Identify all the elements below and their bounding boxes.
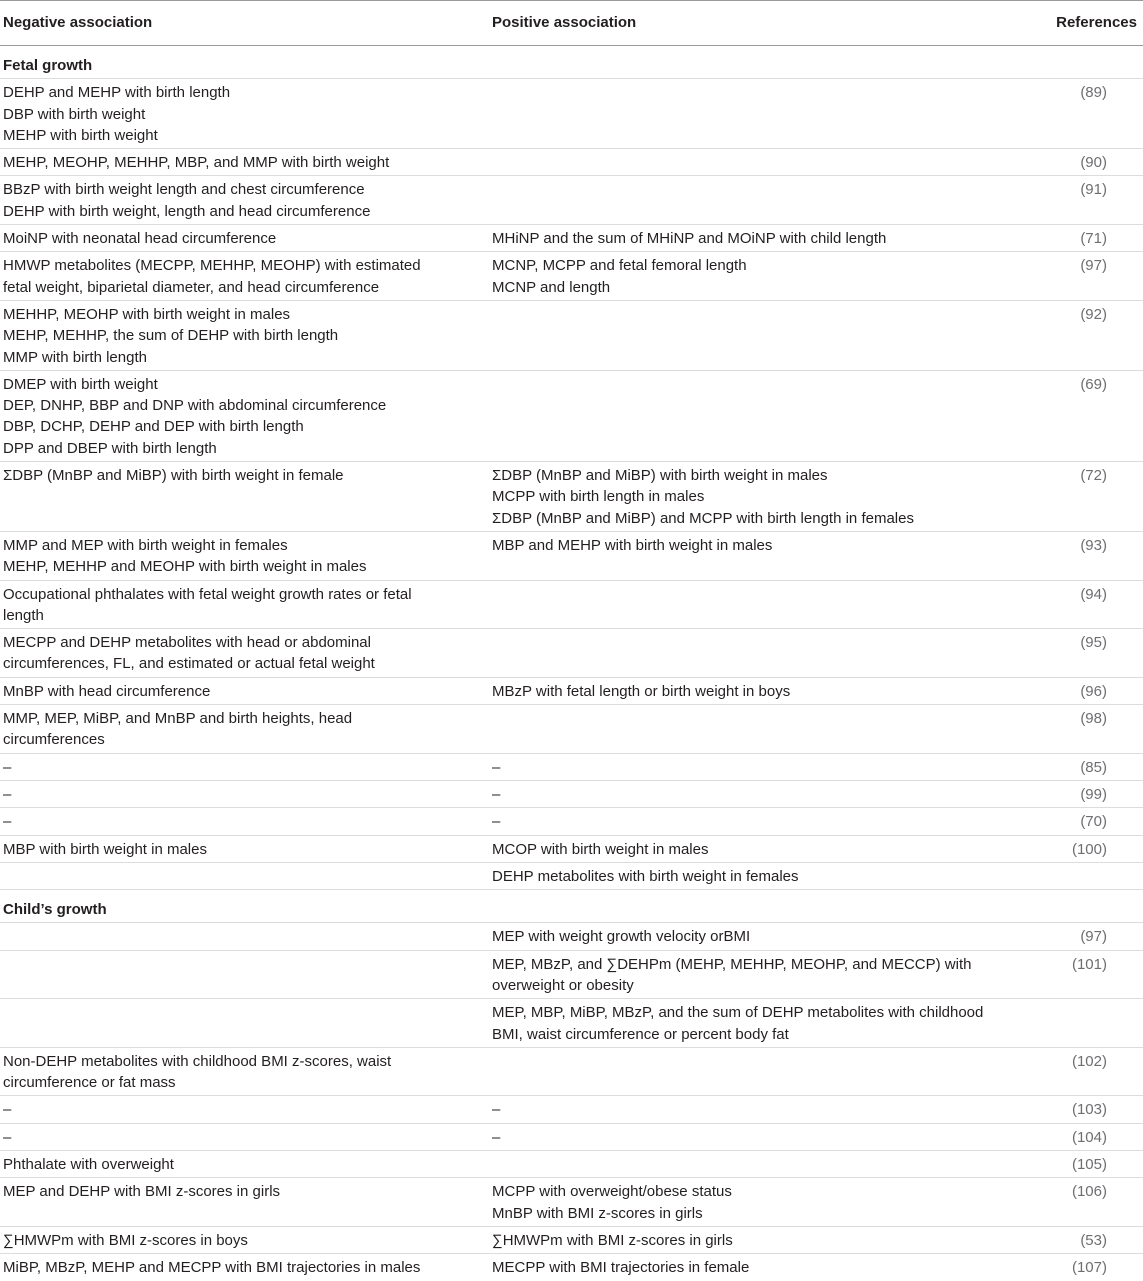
table-row (0, 835, 1143, 862)
positive-cell (489, 1096, 1029, 1123)
negative-finding: MBP with birth weight in males (3, 840, 207, 858)
reference-cell: (99) (1029, 780, 1143, 807)
positive-finding: MBP and MEHP with birth weight in males (492, 536, 773, 554)
table-row (0, 462, 1143, 532)
negative-finding: MEHP, MEHHP, the sum of DEHP with birth length (3, 327, 339, 345)
negative-finding: Occupational phthalates with fetal weight growth rates or fetal length (3, 585, 412, 624)
negative-finding: Non-DEHP metabolites with childhood BMI z-scores, waist circumference or fat mass (3, 1052, 392, 1092)
negative-finding: DEP, DNHP, BBP and DNP with abdominal circumference (3, 397, 387, 415)
positive-finding: – (492, 1101, 501, 1119)
table-row (0, 1178, 1143, 1227)
negative-finding: MEHP, MEOHP, MEHHP, MBP, and MMP with birth weight (3, 154, 390, 172)
reference-cell: (98) (1029, 705, 1143, 754)
negative-cell (0, 149, 489, 176)
negative-cell (0, 677, 489, 704)
header-row (0, 1, 1143, 46)
reference-cell (1029, 999, 1143, 1048)
positive-cell (489, 176, 1029, 225)
positive-cell (489, 1123, 1029, 1150)
negative-cell (0, 835, 489, 862)
positive-finding: MBzP with fetal length or birth weight in boys (492, 682, 791, 700)
reference-cell: (69) (1029, 370, 1143, 461)
negative-cell (0, 370, 489, 461)
reference-cell: (96) (1029, 677, 1143, 704)
positive-finding: ΣDBP (MnBP and MiBP) and MCPP with birth length in females (492, 509, 914, 527)
reference-cell (1029, 862, 1143, 889)
reference-cell: (104) (1029, 1123, 1143, 1150)
positive-cell (489, 225, 1029, 252)
table-row (0, 1151, 1143, 1178)
negative-finding: HMWP metabolites (MECPP, MEHHP, MEOHP) with estimated fetal weight, biparietal diameter, and head circumference (3, 257, 421, 296)
table-row (0, 300, 1143, 370)
negative-cell (0, 862, 489, 889)
positive-finding: DEHP metabolites with birth weight in females (492, 867, 799, 885)
reference-cell: (85) (1029, 753, 1143, 780)
section-title: Fetal growth (3, 57, 93, 74)
negative-cell (0, 999, 489, 1048)
table-row (0, 808, 1143, 835)
table-body (0, 46, 1143, 1281)
positive-cell (489, 1226, 1029, 1253)
table-row (0, 176, 1143, 225)
negative-finding: DBP with birth weight (3, 105, 146, 123)
negative-cell (0, 780, 489, 807)
negative-cell (0, 1226, 489, 1253)
negative-cell (0, 531, 489, 580)
section-row (0, 46, 1143, 79)
positive-finding: MCOP with birth weight in males (492, 840, 709, 858)
negative-cell (0, 580, 489, 629)
positive-finding: MCNP and length (492, 278, 611, 296)
positive-finding: MCPP with overweight/obese status (492, 1183, 732, 1201)
reference-cell: (106) (1029, 1178, 1143, 1227)
table-row (0, 580, 1143, 629)
reference-cell: (53) (1029, 1226, 1143, 1253)
positive-finding: MnBP with BMI z-scores in girls (492, 1204, 703, 1222)
negative-cell (0, 462, 489, 532)
negative-finding: – (3, 785, 12, 803)
table-row (0, 1226, 1143, 1253)
negative-cell (0, 1151, 489, 1178)
positive-finding: – (492, 785, 501, 803)
negative-finding: MEHP with birth weight (3, 126, 158, 144)
negative-cell (0, 808, 489, 835)
reference-cell: (97) (1029, 252, 1143, 301)
negative-finding: – (3, 1101, 12, 1119)
table-row (0, 149, 1143, 176)
table-row (0, 1254, 1143, 1281)
positive-finding: ΣDBP (MnBP and MiBP) with birth weight in males (492, 467, 828, 485)
negative-finding: Phthalate with overweight (3, 1156, 174, 1174)
table-row (0, 79, 1143, 149)
positive-cell (489, 677, 1029, 704)
positive-finding: ∑HMWPm with BMI z-scores in girls (492, 1231, 733, 1249)
positive-cell (489, 252, 1029, 301)
table-row (0, 705, 1143, 754)
positive-finding: – (492, 813, 501, 831)
positive-cell (489, 149, 1029, 176)
positive-cell (489, 835, 1029, 862)
negative-finding: DPP and DBEP with birth length (3, 439, 217, 457)
positive-cell (489, 300, 1029, 370)
negative-finding: MiBP, MBzP, MEHP and MECPP with BMI trajectories in males (3, 1259, 421, 1277)
positive-cell (489, 531, 1029, 580)
table-row (0, 1096, 1143, 1123)
reference-cell: (97) (1029, 923, 1143, 950)
reference-cell: (91) (1029, 176, 1143, 225)
negative-finding: – (3, 1128, 12, 1146)
negative-finding: MECPP and DEHP metabolites with head or abdominal circumferences, FL, and estimated or actual fetal weight (3, 634, 375, 673)
negative-finding: ΣDBP (MnBP and MiBP) with birth weight in female (3, 467, 344, 485)
table-row (0, 225, 1143, 252)
reference-cell: (102) (1029, 1047, 1143, 1096)
positive-finding: MCNP, MCPP and fetal femoral length (492, 257, 747, 275)
negative-finding: DEHP with birth weight, length and head circumference (3, 202, 371, 220)
positive-cell (489, 629, 1029, 678)
table-row (0, 923, 1143, 950)
reference-cell: (101) (1029, 950, 1143, 999)
positive-cell (489, 79, 1029, 149)
positive-finding: MCPP with birth length in males (492, 488, 705, 506)
negative-cell (0, 1123, 489, 1150)
reference-cell: (103) (1029, 1096, 1143, 1123)
negative-finding: – (3, 813, 12, 831)
negative-finding: MnBP with head circumference (3, 682, 211, 700)
table-row (0, 531, 1143, 580)
table-row (0, 862, 1143, 889)
header-positive: Positive association (489, 1, 1029, 46)
negative-cell (0, 1178, 489, 1227)
positive-cell (489, 1151, 1029, 1178)
negative-finding: DEHP and MEHP with birth length (3, 84, 231, 102)
positive-cell (489, 753, 1029, 780)
reference-cell: (70) (1029, 808, 1143, 835)
reference-cell: (93) (1029, 531, 1143, 580)
positive-finding: MEP with weight growth velocity orBMI (492, 928, 751, 946)
positive-finding: – (492, 1128, 501, 1146)
negative-finding: DMEP with birth weight (3, 375, 158, 393)
positive-cell (489, 1178, 1029, 1227)
positive-cell (489, 1254, 1029, 1281)
positive-cell (489, 580, 1029, 629)
table-row (0, 753, 1143, 780)
reference-cell: (72) (1029, 462, 1143, 532)
negative-finding: MEHHP, MEOHP with birth weight in males (3, 305, 291, 323)
reference-cell: (94) (1029, 580, 1143, 629)
negative-finding: MoiNP with neonatal head circumference (3, 230, 277, 248)
table-row (0, 1047, 1143, 1096)
positive-cell (489, 923, 1029, 950)
negative-finding: MMP and MEP with birth weight in females (3, 536, 288, 554)
table-row (0, 999, 1143, 1048)
positive-finding: – (492, 758, 501, 776)
reference-cell: (92) (1029, 300, 1143, 370)
section-title: Child’s growth (0, 890, 1143, 923)
positive-cell (489, 1047, 1029, 1096)
positive-cell (489, 462, 1029, 532)
reference-cell: (100) (1029, 835, 1143, 862)
reference-cell: (90) (1029, 149, 1143, 176)
table-row (0, 780, 1143, 807)
table-row (0, 1123, 1143, 1150)
table-row (0, 252, 1143, 301)
positive-finding: MECPP with BMI trajectories in female (492, 1259, 750, 1277)
positive-cell (489, 370, 1029, 461)
negative-finding: DBP, DCHP, DEHP and DEP with birth length (3, 418, 304, 436)
negative-cell (0, 753, 489, 780)
negative-cell (0, 705, 489, 754)
table-row (0, 677, 1143, 704)
negative-finding: MEP and DEHP with BMI z-scores in girls (3, 1183, 281, 1201)
reference-cell: (89) (1029, 79, 1143, 149)
reference-cell: (105) (1029, 1151, 1143, 1178)
negative-finding: – (3, 758, 12, 776)
negative-cell (0, 176, 489, 225)
negative-finding: ∑HMWPm with BMI z-scores in boys (3, 1231, 248, 1249)
reference-cell: (95) (1029, 629, 1143, 678)
positive-cell (489, 780, 1029, 807)
table-row (0, 370, 1143, 461)
positive-cell (489, 808, 1029, 835)
negative-cell (0, 950, 489, 999)
positive-cell (489, 862, 1029, 889)
negative-cell (0, 1254, 489, 1281)
negative-cell (0, 79, 489, 149)
negative-finding: BBzP with birth weight length and chest circumference (3, 181, 365, 199)
table-row (0, 950, 1143, 999)
positive-cell (489, 999, 1029, 1048)
reference-cell: (71) (1029, 225, 1143, 252)
positive-finding: MEP, MBP, MiBP, MBzP, and the sum of DEHP metabolites with childhood BMI, waist circumference or percent body fat (492, 1004, 984, 1043)
header-negative: Negative association (0, 1, 489, 46)
negative-cell (0, 1096, 489, 1123)
positive-cell (489, 950, 1029, 999)
positive-finding: MHiNP and the sum of MHiNP and MOiNP with child length (492, 230, 887, 248)
negative-cell (0, 300, 489, 370)
negative-cell (0, 225, 489, 252)
negative-finding: MMP with birth length (3, 348, 147, 366)
positive-cell (489, 705, 1029, 754)
negative-finding: MMP, MEP, MiBP, and MnBP and birth heights, head circumferences (3, 710, 353, 749)
negative-cell (0, 252, 489, 301)
negative-cell (0, 1047, 489, 1096)
table-row (0, 629, 1143, 678)
positive-finding: MEP, MBzP, and ∑DEHPm (MEHP, MEHHP, MEOHP, and MECCP) with overweight or obesity (492, 955, 972, 994)
reference-cell: (107) (1029, 1254, 1143, 1281)
negative-cell (0, 923, 489, 950)
negative-finding: MEHP, MEHHP and MEOHP with birth weight in males (3, 558, 367, 576)
section-row (0, 890, 1143, 923)
negative-cell (0, 629, 489, 678)
header-references: References (1029, 1, 1143, 46)
